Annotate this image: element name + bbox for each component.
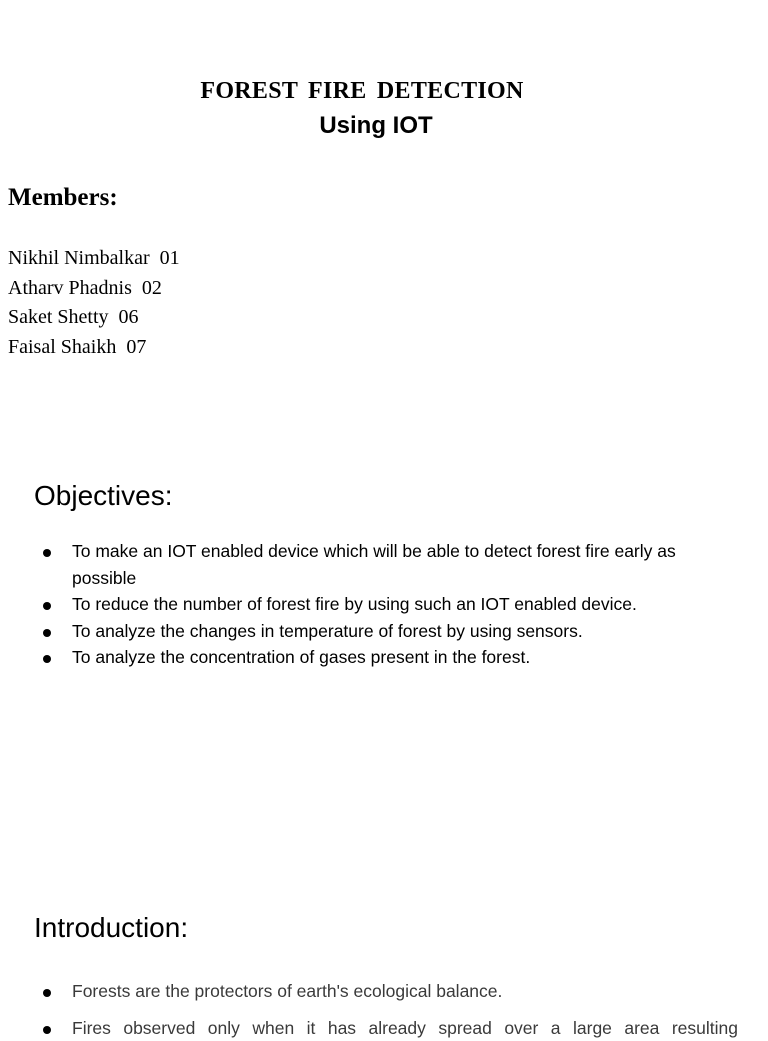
introduction-heading: Introduction: [34, 912, 189, 943]
objective-text: To reduce the number of forest fire by using such an IOT enabled device. [72, 594, 637, 614]
member-item: Atharv Phadnis 02 [8, 276, 162, 299]
member-item: Saket Shetty 06 [8, 306, 139, 328]
bullet-icon [43, 1026, 51, 1034]
introduction-text: Fires observed only when it has already spread over a large area resulting [72, 1017, 738, 1038]
objective-item [72, 644, 738, 671]
objectives-list [72, 538, 738, 671]
objective-item [72, 538, 738, 591]
bullet-icon [43, 655, 51, 663]
objective-item [72, 591, 738, 618]
bullet-icon [43, 602, 51, 610]
document-title: FOREST FIRE DETECTION [200, 78, 524, 104]
objective-text: To make an IOT enabled device which will be able to detect forest fire early as possible [72, 541, 676, 588]
objective-text: To analyze the concentration of gases present in the forest. [72, 647, 531, 667]
introduction-list [72, 978, 738, 1041]
introduction-item [72, 1005, 738, 1041]
bullet-icon [43, 549, 51, 557]
objectives-heading: Objectives: [34, 480, 173, 511]
member-item: Nikhil Nimbalkar 01 [8, 247, 180, 269]
bullet-icon [43, 989, 51, 997]
member-item: Faisal Shaikh 07 [8, 335, 147, 358]
objective-text: To analyze the changes in temperature of forest by using sensors. [72, 620, 583, 641]
introduction-text: Forests are the protectors of earth's ecological balance. [72, 981, 503, 1001]
members-list [8, 244, 180, 362]
members-heading: Members: [8, 184, 118, 211]
objective-item [72, 618, 738, 645]
bullet-icon [43, 629, 51, 637]
introduction-item [72, 978, 738, 1005]
document-subtitle: Using IOT [319, 112, 433, 139]
